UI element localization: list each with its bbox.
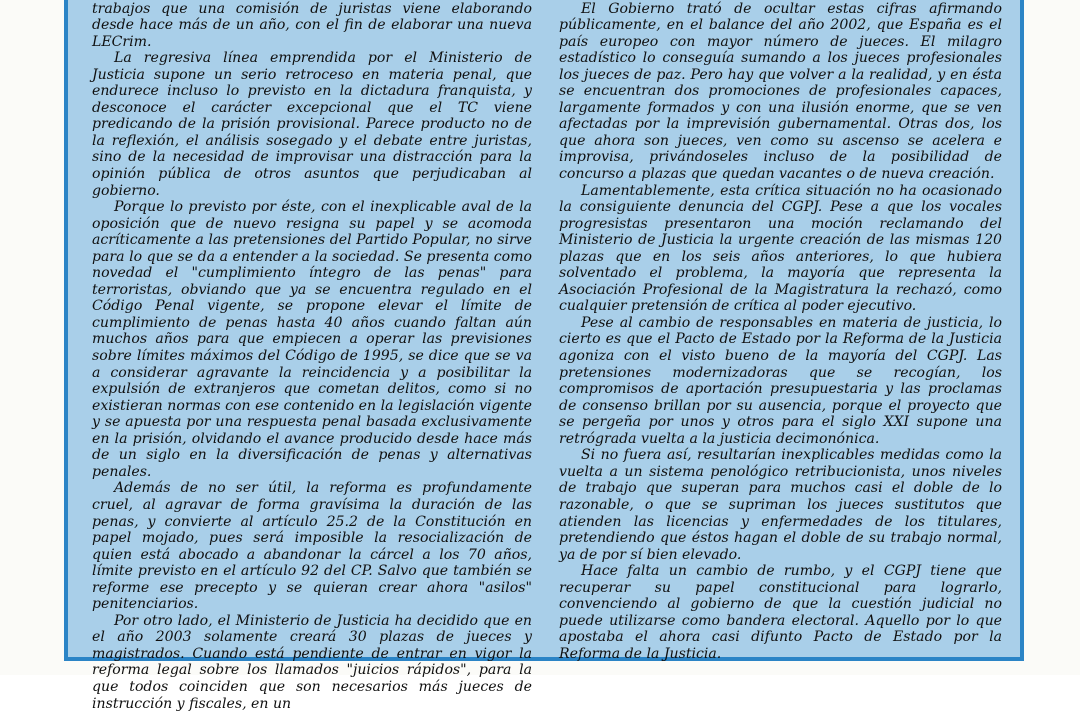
paragraph: Pese al cambio de responsables en materia de justicia, lo cierto es que el Pacto de Estado por la Reforma de la Justicia agoniza con el visto bueno de la mayoría del CGPJ. Las pretensiones modernizadoras que se recogían, los compromisos de aportación presupuestaria y las proclamas de consenso brillan por su ausencia, porque el proyecto que se pergeña por unos y otros para el siglo XXI supone una retrógrada vuelta a la justicia decimonónica. bbox=[559, 314, 1002, 447]
article-box bbox=[64, 0, 1024, 712]
paragraph: Por otro lado, el Ministerio de Justicia ha decidido que en el año 2003 solamente creará 30 plazas de jueces y magistrados. Cuando está pendiente de entrar en vigor la reforma legal sobre los llamados "juicios rápidos", para la que todos coinciden que son necesarios más jueces de instrucción y fiscales, en un bbox=[92, 612, 532, 712]
left-column bbox=[92, 0, 532, 712]
paragraph: Lamentablemente, esta crítica situación no ha ocasionado la consiguiente denuncia del CGPJ. Pese a que los vocales progresistas presentaron una moción reclamando del Ministerio de Justicia la urgente creación de las mismas 120 plazas que en los seis años anteriores, lo que hubiera solventado el problema, la mayoría que representa la Asociación Profesional de la Magistratura la rechazó, como cualquier pretensión de crítica al poder ejecutivo. bbox=[559, 182, 1002, 315]
paragraph: Hace falta un cambio de rumbo, y el CGPJ tiene que recuperar su papel constitucional para lograrlo, convenciendo al gobierno de que la cuestión judicial no puede utilizarse como bandera electoral. Aquello por lo que apostaba el ahora casi difunto Pacto de Estado por la Reforma de la Justicia. bbox=[559, 563, 1002, 662]
paragraph: trabajos que una comisión de juristas viene elaborando desde hace más de un año, con el fin de elaborar una nueva LECrim. bbox=[92, 0, 532, 50]
paragraph: Además de no ser útil, la reforma es profundamente cruel, al agravar de forma gravísima la duración de las penas, y convierte al artículo 25.2 de la Constitución en papel mojado, pues será imposible la resocialización de quien está abocado a abandonar la cárcel a los 70 años, límite previsto en el artículo 92 del CP. Salvo que también se reforme ese precepto y se quieran crear ahora "asilos" penitenciarios. bbox=[92, 480, 532, 613]
paragraph: Si no fuera así, resultarían inexplicables medidas como la vuelta a un sistema penológico retribucionista, unos niveles de trabajo que superan para muchos casi el doble de lo razonable, o que se supriman los jueces sustitutos que atienden las licencias y enfermedades de los titulares, pretendiendo que éstos hagan el doble de su trabajo normal, ya de por sí bien elevado. bbox=[559, 447, 1002, 563]
paragraph: Porque lo previsto por éste, con el inexplicable aval de la oposición que de nuevo resigna su papel y se acomoda acríticamente a las pretensiones del Partido Popular, no sirve para lo que se da a entender a la sociedad. Se presenta como novedad el "cumplimiento íntegro de las penas" para terroristas, obviando que ya se encuentra regulado en el Código Penal vigente, se propone elevar el límite de cumplimiento de penas hasta 40 años cuando faltan aún muchos años para que empiecen a operar las previsiones sobre límites máximos del Código de 1995, se dice que se va a considerar agravante la reincidencia y a posibilitar la expulsión de extranjeros que cometan delitos, como si no existieran normas con ese contenido en la legislación vigente y se apuesta por una respuesta penal basada exclusivamente en la prisión, olvidando el avance producido desde hace más de un siglo en la diversificación de penas y alternativas penales. bbox=[92, 199, 532, 480]
paragraph: El Gobierno trató de ocultar estas cifras afirmando públicamente, en el balance del año 2002, que España es el país europeo con mayor número de jueces. El milagro estadístico lo conseguía sumando a los jueces profesionales los jueces de paz. Pero hay que volver a la realidad, y en ésta se encuentran dos promociones de profesionales capaces, largamente formados y con una ilusión enorme, que se ven afectadas por la imprevisión gubernamental. Otras dos, los que ahora son jueces, ven como su ascenso se acelera e improvisa, privándoseles incluso de la posibilidad de concurso a plazas que quedan vacantes o de nueva creación. bbox=[559, 0, 1002, 183]
paragraph: La regresiva línea emprendida por el Ministerio de Justicia supone un serio retroceso en materia penal, que endurece incluso lo previsto en la dictadura franquista, y desconoce el carácter excepcional que el TC viene predicando de la prisión provisional. Parece producto no de la reflexión, el análisis sosegado y el debate entre juristas, sino de la necesidad de improvisar una distracción para la opinión pública de otros asuntos que perjudicaban al gobierno. bbox=[92, 50, 532, 199]
right-column bbox=[559, 0, 1002, 662]
